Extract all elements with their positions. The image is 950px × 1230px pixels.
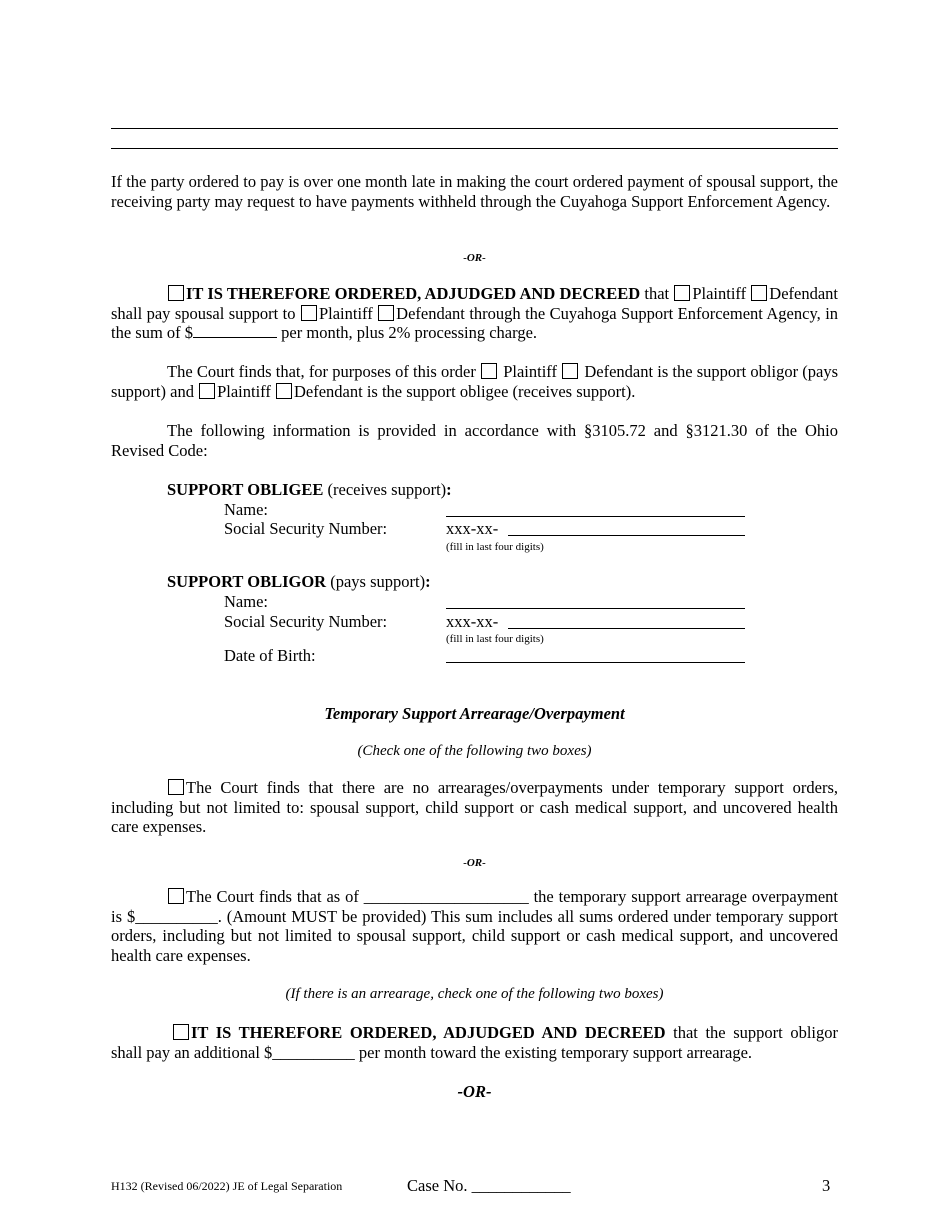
arrearage-payment-order	[111, 1023, 838, 1062]
order-text: through the Cuyahoga Support Enforcement Agency,	[464, 303, 821, 323]
obligor-defendant-checkbox[interactable]	[562, 363, 578, 379]
obligee-ssn-prefix: xxx-xx-	[446, 519, 499, 538]
obligor-name-field[interactable]	[446, 608, 745, 609]
no-arrears-checkbox[interactable]	[168, 779, 184, 795]
obligor-plaintiff-checkbox[interactable]	[481, 363, 497, 379]
payee-plaintiff-checkbox[interactable]	[301, 305, 317, 321]
no-arrears-text: The Court finds that there are no arrearages/overpayments under temporary support orders, including but not limited to: spousal support, child support or cash medical support, and uncovered health care expenses.	[111, 778, 838, 836]
payee-defendant-label: Defendant	[396, 303, 465, 323]
order-checkbox[interactable]	[168, 285, 184, 301]
no-arrears-paragraph	[111, 778, 838, 837]
arrearage-title: Temporary Support Arrearage/Overpayment	[324, 704, 625, 723]
obligor-dob-label: Date of Birth:	[224, 646, 316, 665]
revised-code-paragraph: The following information is provided in accordance with §3105.72 and §3121.30 of the Ohio Revised Code:	[111, 421, 838, 460]
arrearage-instruction-2: (If there is an arrearage, check one of the following two boxes)	[285, 986, 664, 1002]
arrearage-instruction: (Check one of the following two boxes)	[357, 743, 592, 759]
arrearage-order-checkbox[interactable]	[173, 1024, 189, 1040]
obligor-name-label: Name:	[224, 592, 268, 611]
obligor-plaintiff-label: Plaintiff	[503, 362, 557, 381]
arrearage-finding-checkbox[interactable]	[168, 888, 184, 904]
or-divider-1: -OR-	[463, 252, 486, 264]
finding-text: The Court finds that, for purposes of this order	[167, 362, 480, 381]
obligor-dob-field[interactable]	[446, 662, 745, 663]
payor-plaintiff-label: Plaintiff	[692, 284, 747, 303]
obligor-finding-paragraph	[111, 362, 838, 401]
obligor-ssn-field[interactable]	[508, 628, 745, 629]
finding-text: is the support obligee (receives support).	[362, 381, 636, 401]
order-heading: IT IS THEREFORE ORDERED, ADJUDGED AND DECREED	[186, 284, 641, 303]
or-divider-2: -OR-	[463, 857, 486, 869]
payor-defendant-label: Defendant	[769, 284, 839, 303]
obligee-plaintiff-checkbox[interactable]	[199, 383, 215, 399]
obligee-plaintiff-label: Plaintiff	[217, 381, 271, 401]
arrearage-order-heading: IT IS THEREFORE ORDERED, ADJUDGED AND DECREED	[191, 1023, 666, 1042]
or-divider-3: -OR-	[457, 1082, 492, 1101]
case-number: Case No. ____________	[407, 1176, 571, 1195]
blank-line-2[interactable]	[111, 148, 838, 149]
late-payment-paragraph: If the party ordered to pay is over one month late in making the court ordered payment of spousal support, the receiving party may request to have payments withheld through the Cuyahoga Support Enforcement Agency.	[111, 172, 838, 211]
amount-field[interactable]	[193, 323, 277, 338]
obligee-defendant-checkbox[interactable]	[276, 383, 292, 399]
blank-line-1[interactable]	[111, 128, 838, 129]
obligee-name-field[interactable]	[446, 516, 745, 517]
form-id: H132 (Revised 06/2022) JE of Legal Separation	[111, 1179, 343, 1193]
payee-defendant-checkbox[interactable]	[378, 305, 394, 321]
obligor-ssn-hint: (fill in last four digits)	[446, 633, 544, 645]
obligor-heading: SUPPORT OBLIGOR (pays support):	[167, 572, 431, 591]
obligee-ssn-label: Social Security Number:	[224, 519, 388, 538]
obligee-defendant-label: Defendant	[293, 381, 363, 401]
finding-text: is the support obligor (pays support) and	[111, 362, 839, 401]
obligor-defendant-label: Defendant	[584, 362, 654, 381]
payee-plaintiff-label: Plaintiff	[318, 303, 373, 323]
order-text: shall pay spousal support to	[111, 303, 300, 323]
spousal-support-order	[111, 284, 838, 343]
order-text: per month, plus 2% processing charge.	[277, 323, 538, 342]
obligee-ssn-hint: (fill in last four digits)	[446, 541, 544, 553]
arrearage-finding-text: The Court finds that as of ____________________ the temporary support arrearage overpayment is $__________. (Amount MUST be provided) This sum includes all sums ordered under temporary support orders, including but not limited to spousal support, child support or cash medical support, and uncovered health care expenses.	[111, 887, 838, 965]
obligor-ssn-prefix: xxx-xx-	[446, 612, 499, 631]
arrearage-finding-paragraph	[111, 887, 838, 965]
obligee-name-label: Name:	[224, 500, 268, 519]
payor-defendant-checkbox[interactable]	[751, 285, 767, 301]
arrearage-order-text: that the support obligor shall pay an additional $__________ per month toward the existing temporary support arrearage.	[111, 1023, 838, 1062]
order-text: that	[640, 284, 674, 303]
obligee-heading: SUPPORT OBLIGEE (receives support):	[167, 480, 452, 499]
obligee-ssn-field[interactable]	[508, 535, 745, 536]
order-text: in the sum of $	[111, 303, 839, 342]
obligor-ssn-label: Social Security Number:	[224, 612, 388, 631]
page-number: 3	[822, 1176, 831, 1195]
payor-plaintiff-checkbox[interactable]	[674, 285, 690, 301]
